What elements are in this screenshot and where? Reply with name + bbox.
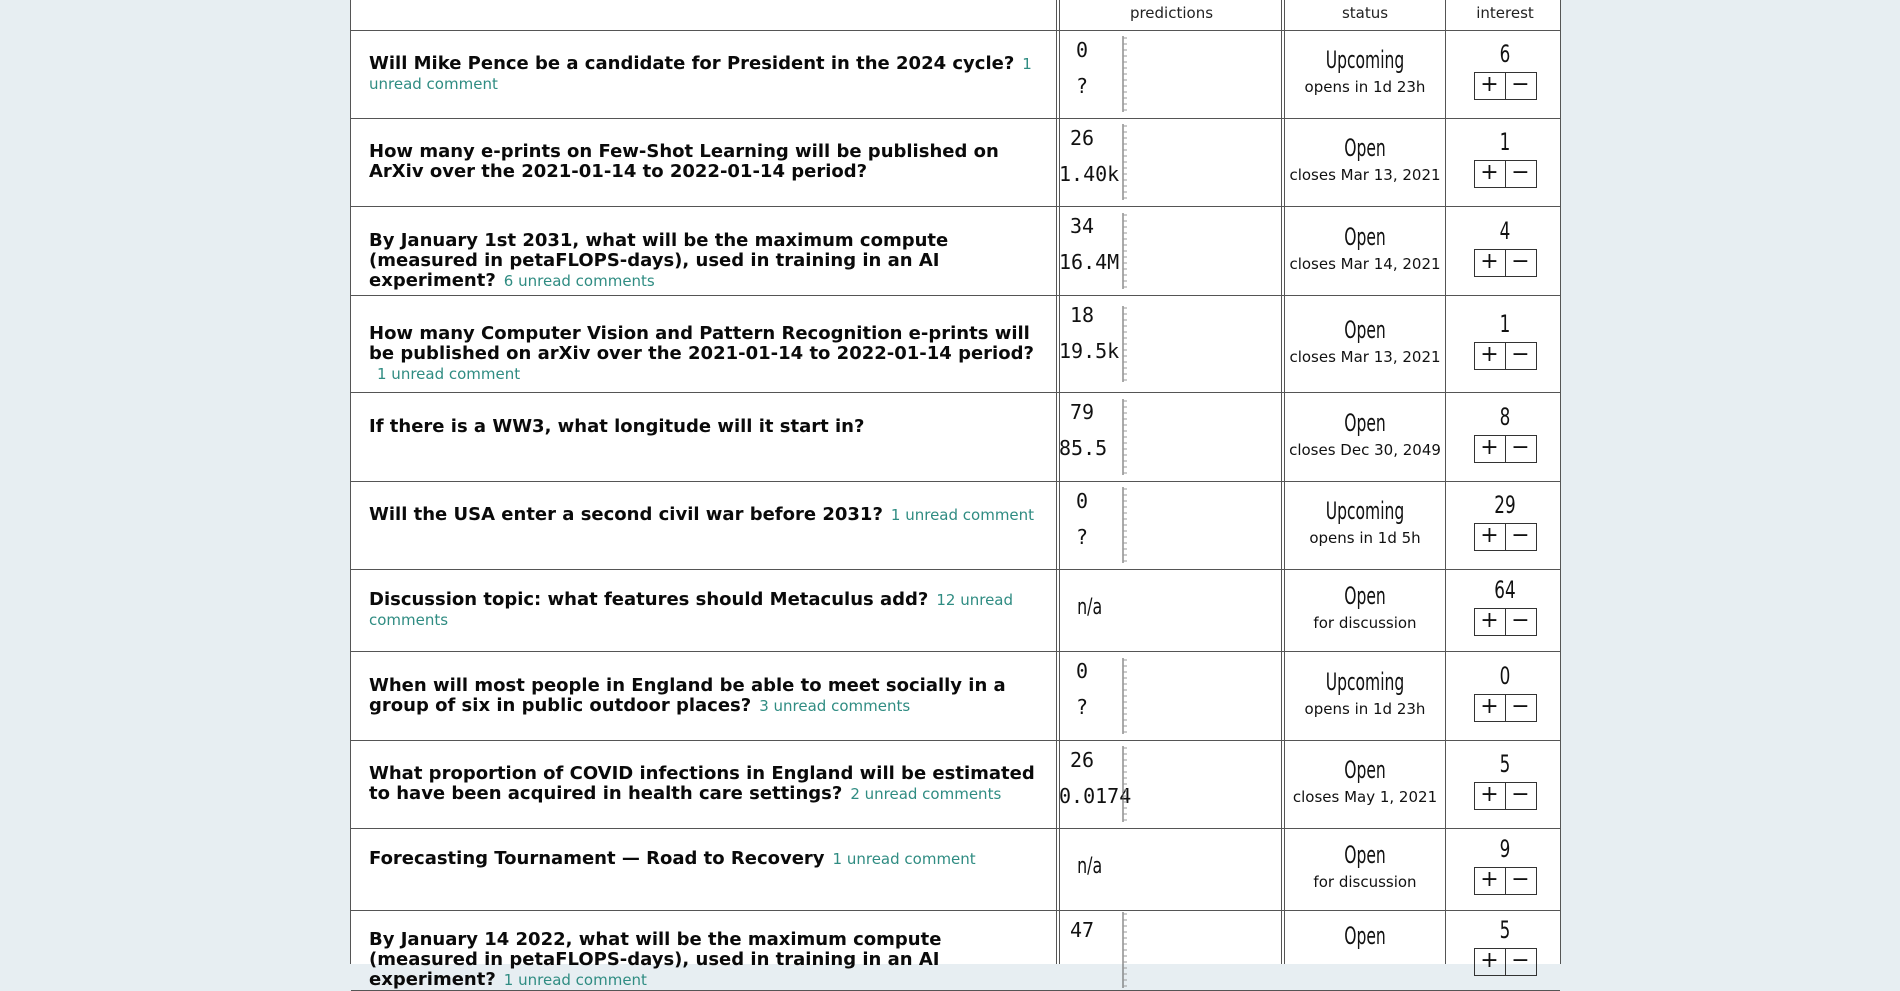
question-link[interactable]: If there is a WW3, what longitude will it start in? bbox=[369, 415, 865, 437]
community-prediction: ? bbox=[1075, 74, 1089, 98]
interest-count: 8 bbox=[1499, 402, 1511, 431]
question-link[interactable]: By January 14 2022, what will be the maximum compute (measured in petaFLOPS-days), used in training in an AI experiment? 1 unread comment bbox=[369, 929, 942, 990]
interest-count: 0 bbox=[1499, 661, 1511, 690]
prediction-count: 47 bbox=[1069, 918, 1095, 942]
community-prediction: 16.4M bbox=[1059, 250, 1120, 274]
prediction-sparkline bbox=[1121, 397, 1279, 477]
interest-cell bbox=[1451, 310, 1559, 370]
interest-cell bbox=[1451, 491, 1559, 551]
community-prediction: 19.5k bbox=[1059, 339, 1120, 363]
upvote-button[interactable]: + bbox=[1480, 523, 1499, 548]
interest-count: 9 bbox=[1499, 835, 1511, 863]
question-link[interactable]: What proportion of COVID infections in England will be estimated to have been acquired in health care settings? 2 unread comments bbox=[369, 763, 1035, 804]
downvote-button[interactable]: − bbox=[1505, 161, 1536, 187]
predictions-na: n/a bbox=[1077, 595, 1103, 620]
interest-count: 64 bbox=[1494, 576, 1516, 604]
upvote-button[interactable]: + bbox=[1480, 867, 1499, 892]
status-header: status bbox=[1341, 4, 1389, 22]
prediction-sparkline bbox=[1121, 34, 1279, 114]
downvote-button[interactable]: − bbox=[1505, 868, 1536, 894]
question-status: Open closes Mar 13, 2021 bbox=[1289, 315, 1441, 366]
question-status: Open closes Dec 30, 2049 bbox=[1289, 408, 1441, 459]
interest-count: 1 bbox=[1499, 309, 1511, 338]
interest-cell bbox=[1451, 662, 1559, 722]
table-row[interactable] bbox=[351, 651, 1560, 741]
table-row[interactable] bbox=[351, 481, 1560, 570]
prediction-sparkline bbox=[1121, 304, 1279, 384]
upvote-button[interactable]: + bbox=[1480, 693, 1499, 719]
question-status: Upcoming opens in 1d 23h bbox=[1304, 667, 1426, 718]
unread-comments-link[interactable]: 1 unread comment bbox=[377, 364, 521, 383]
interest-count: 6 bbox=[1499, 40, 1511, 68]
interest-cell bbox=[1451, 403, 1559, 463]
predictions-header: predictions bbox=[1129, 4, 1214, 22]
interest-cell bbox=[1451, 916, 1559, 976]
upvote-button[interactable]: + bbox=[1480, 608, 1499, 633]
interest-count: 5 bbox=[1499, 750, 1511, 778]
prediction-sparkline bbox=[1121, 656, 1279, 736]
predictions-na: n/a bbox=[1077, 854, 1103, 879]
prediction-sparkline bbox=[1121, 744, 1279, 824]
unread-comments-link[interactable]: 12 unread comments bbox=[369, 591, 1014, 629]
table-header bbox=[351, 0, 1560, 31]
interest-count: 1 bbox=[1499, 128, 1511, 156]
upvote-button[interactable]: + bbox=[1480, 434, 1499, 460]
downvote-button[interactable]: − bbox=[1505, 436, 1536, 462]
prediction-count: 0 ? bbox=[1059, 659, 1105, 719]
question-table bbox=[350, 0, 1561, 990]
community-prediction: 1.40k bbox=[1059, 162, 1120, 186]
question-status: Upcoming opens in 1d 23h bbox=[1304, 46, 1426, 96]
prediction-sparkline bbox=[1121, 485, 1279, 565]
table-row[interactable] bbox=[351, 295, 1560, 393]
interest-cell bbox=[1451, 128, 1559, 188]
question-link[interactable]: When will most people in England be able to meet socially in a group of six in public outdoor places? 3 unread comments bbox=[369, 674, 1006, 716]
interest-cell bbox=[1451, 40, 1559, 100]
interest-cell bbox=[1451, 750, 1559, 810]
unread-comments-link[interactable]: 1 unread comment bbox=[890, 506, 1035, 524]
downvote-button[interactable]: − bbox=[1505, 609, 1536, 635]
prediction-count: 0 ? bbox=[1059, 38, 1105, 98]
downvote-button[interactable]: − bbox=[1505, 250, 1536, 276]
community-prediction: 85.5 bbox=[1059, 436, 1108, 460]
prediction-count: 26 0.0174 bbox=[1059, 748, 1132, 808]
downvote-button[interactable]: − bbox=[1505, 949, 1536, 975]
prediction-count: 26 1.40k bbox=[1059, 126, 1120, 186]
table-row[interactable] bbox=[351, 740, 1560, 829]
table-row[interactable] bbox=[351, 118, 1560, 207]
prediction-count: 79 85.5 bbox=[1059, 400, 1108, 460]
question-link[interactable]: Discussion topic: what features should Metaculus add? 12 unread comments bbox=[369, 589, 1014, 629]
question-link[interactable]: Will the USA enter a second civil war before 2031? 1 unread comment bbox=[369, 504, 1035, 525]
question-status: Upcoming opens in 1d 5h bbox=[1309, 497, 1421, 547]
table-row[interactable] bbox=[351, 910, 1560, 991]
interest-count: 5 bbox=[1499, 916, 1511, 944]
upvote-button[interactable]: + bbox=[1480, 72, 1499, 97]
question-status: Open for discussion bbox=[1313, 582, 1417, 632]
interest-cell bbox=[1451, 576, 1559, 636]
downvote-button[interactable]: − bbox=[1505, 783, 1536, 809]
question-link[interactable]: Will Mike Pence be a candidate for President in the 2024 cycle? 1 unread comment bbox=[369, 53, 1032, 93]
prediction-count: 0 ? bbox=[1059, 489, 1105, 549]
table-row[interactable] bbox=[351, 392, 1560, 482]
downvote-button[interactable]: − bbox=[1505, 343, 1536, 369]
unread-comments-link[interactable]: 1 unread comment bbox=[832, 850, 976, 868]
interest-cell bbox=[1451, 835, 1559, 895]
downvote-button[interactable]: − bbox=[1505, 73, 1536, 99]
upvote-button[interactable]: + bbox=[1480, 948, 1499, 973]
unread-comments-link[interactable]: 2 unread comments bbox=[850, 785, 1002, 803]
question-status: Open closes May 1, 2021 bbox=[1292, 756, 1438, 806]
question-status: Open closes Mar 14, 2021 bbox=[1289, 222, 1441, 273]
upvote-button[interactable]: + bbox=[1480, 782, 1499, 807]
community-prediction: 0.0174 bbox=[1059, 784, 1132, 808]
table-row[interactable] bbox=[351, 30, 1560, 119]
question-link[interactable]: By January 1st 2031, what will be the maximum compute (measured in petaFLOPS-days), used in training in an AI experiment? 6 unread comments bbox=[369, 229, 949, 291]
prediction-sparkline bbox=[1121, 122, 1279, 202]
community-prediction: ? bbox=[1075, 695, 1089, 719]
prediction-count: 34 16.4M bbox=[1059, 214, 1120, 274]
table-row[interactable] bbox=[351, 569, 1560, 652]
interest-header: interest bbox=[1476, 4, 1534, 22]
table-row[interactable] bbox=[351, 206, 1560, 296]
prediction-sparkline bbox=[1121, 211, 1279, 291]
downvote-button[interactable]: − bbox=[1505, 524, 1536, 550]
upvote-button[interactable]: + bbox=[1480, 248, 1499, 274]
downvote-button[interactable]: − bbox=[1505, 695, 1536, 721]
question-link[interactable]: Forecasting Tournament — Road to Recovery 1 unread comment bbox=[369, 848, 976, 869]
upvote-button[interactable]: + bbox=[1480, 160, 1499, 185]
question-status: Open closes Mar 13, 2021 bbox=[1289, 134, 1441, 184]
question-status: Open for discussion bbox=[1313, 841, 1417, 891]
interest-count: 29 bbox=[1494, 491, 1516, 519]
upvote-button[interactable]: + bbox=[1480, 341, 1499, 367]
interest-count: 4 bbox=[1499, 216, 1511, 245]
unread-comments-link[interactable]: 6 unread comments bbox=[503, 271, 655, 290]
interest-cell bbox=[1451, 217, 1559, 277]
question-link[interactable]: How many Computer Vision and Pattern Recognition e-prints will be published on arXiv over the 2021-01-14 to 2022-01-14 period?1 unread comment bbox=[369, 322, 1034, 383]
question-status: Open bbox=[1344, 922, 1386, 950]
prediction-count: 18 19.5k bbox=[1059, 303, 1120, 363]
unread-comments-link[interactable]: 3 unread comments bbox=[759, 696, 911, 715]
unread-comments-link[interactable]: 1 unread comment bbox=[369, 55, 1032, 93]
unread-comments-link[interactable]: 1 unread comment bbox=[503, 971, 647, 989]
question-link[interactable]: How many e-prints on Few-Shot Learning will be published on ArXiv over the 2021-01-14 to 2022-01-14 period? bbox=[369, 141, 999, 182]
prediction-sparkline bbox=[1121, 910, 1279, 990]
community-prediction: ? bbox=[1075, 525, 1089, 549]
table-row[interactable] bbox=[351, 828, 1560, 911]
